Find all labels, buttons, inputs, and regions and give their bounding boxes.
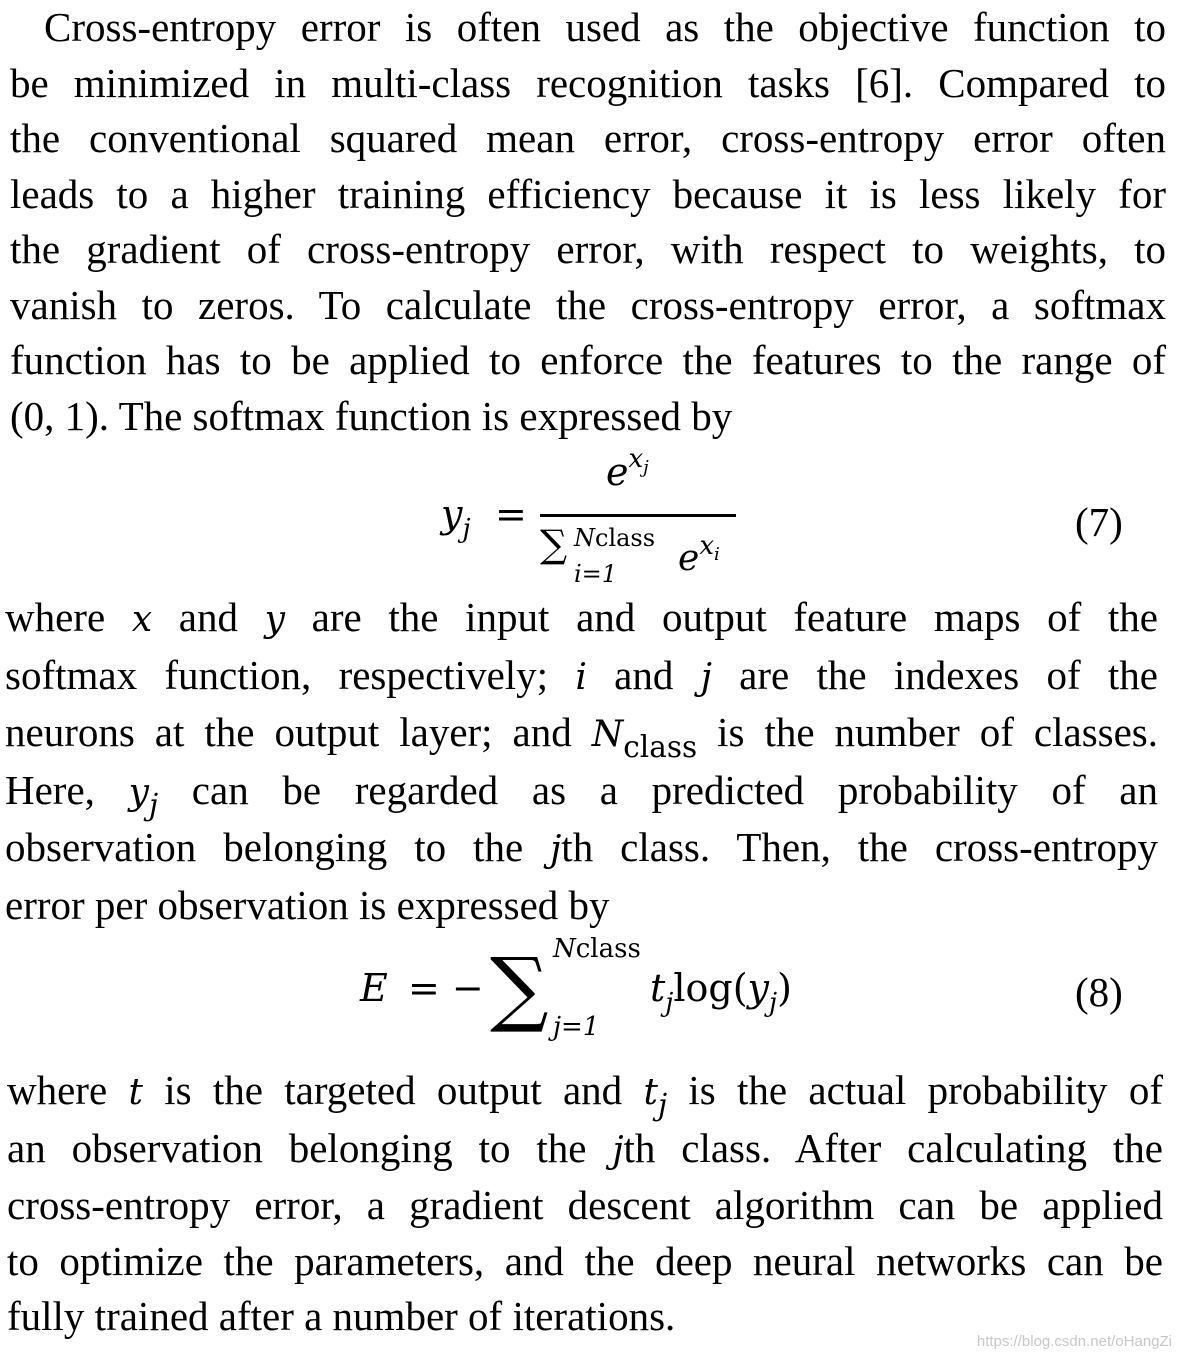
equation-number-8: (8) (1075, 969, 1123, 1015)
text-line: Here, $y_j$ can be regarded as a predicted probability of an (5, 766, 1158, 822)
paragraph-softmax-intro (10, 0, 1166, 444)
text-line: to optimize the parameters, and the deep neural networks can be (7, 1237, 1163, 1284)
eq7-denominator: ∑ Nclass i=1 $e^{x_i}$ (540, 522, 720, 588)
eq8-rhs: $t_j\log(y_j)$ (650, 966, 792, 1018)
eq8-sum-lower: j=1 (553, 1012, 600, 1042)
eq8-equals-minus: = − (408, 966, 484, 1010)
text-line: leads to a higher training efficiency because it is less likely for (10, 170, 1166, 217)
text-line: Cross-entropy error is often used as the objective function to (44, 4, 1166, 50)
text-line: softmax function, respectively; i and j are the indexes of the (5, 651, 1159, 698)
text-line: cross-entropy error, a gradient descent algorithm can be applied (7, 1182, 1163, 1228)
watermark: https://blog.csdn.net/oHangZi (976, 1333, 1172, 1350)
text-line: the conventional squared mean error, cross-entropy error often (10, 115, 1166, 161)
equation-number-7: (7) (1075, 499, 1123, 545)
eq7-lhs: $y_j$ (441, 492, 471, 544)
eq8-sum-upper: Nclass (553, 934, 641, 964)
text-line: vanish to zeros. To calculate the cross-entropy error, a softmax (10, 281, 1166, 328)
summation-symbol: ∑ (490, 941, 549, 1036)
text-line: where t is the targeted output and $t_j$ is the actual probability of (7, 1067, 1163, 1123)
text-line: be minimized in multi-class recognition tasks [6]. Compared to (10, 59, 1166, 106)
paragraph-cross-entropy-explanation (7, 1063, 1163, 1345)
summation-symbol: ∑ (540, 522, 568, 566)
eq7-numerator: $e^{x_j}$ (606, 444, 649, 494)
text-line: neurons at the output layer; and $N_{class}$ is the number of classes. (5, 709, 1159, 765)
text-line: error per observation is expressed by (5, 881, 610, 928)
text-line: the gradient of cross-entropy error, with respect to weights, to (10, 226, 1166, 272)
text-line: where x and y are the input and output feature maps of the (5, 594, 1158, 640)
eq8-lhs: E (360, 966, 388, 1010)
text-line: (0, 1). The softmax function is expressed by (10, 392, 733, 439)
text-line: observation belonging to the jth class. Then, the cross-entropy (5, 824, 1159, 870)
text-line: an observation belonging to the jth class. After calculating the (7, 1124, 1163, 1171)
text-line: fully trained after a number of iterations. (7, 1293, 676, 1339)
eq7-equals: = (495, 492, 527, 536)
text-line: function has to be applied to enforce the features to the range of (10, 337, 1166, 383)
paragraph-softmax-definitions (5, 590, 1158, 933)
eq7-fraction-bar (540, 514, 736, 517)
